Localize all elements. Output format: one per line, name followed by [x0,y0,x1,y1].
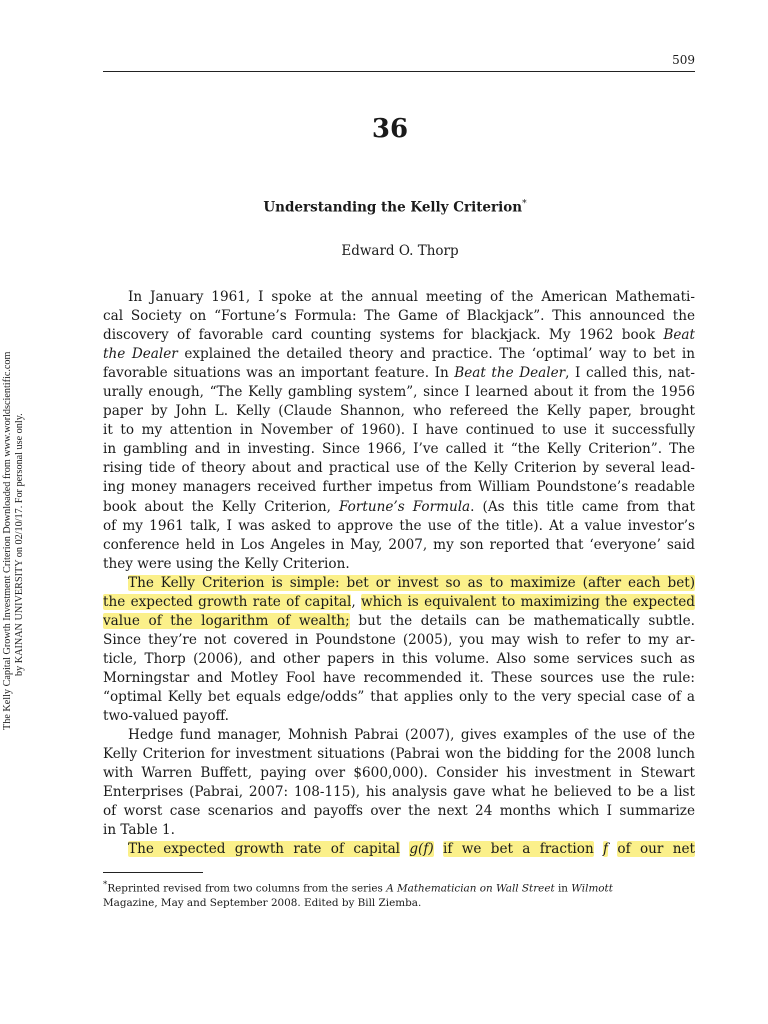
footnote [103,878,695,910]
chapter-title-text: Understanding the Kelly Criterion [263,199,523,216]
text-run: favorable situations was an important feature. In [103,365,449,382]
math-expression: g(f) [409,841,434,858]
text-line: paper by John L. Kelly (Claude Shannon, who refereed the Kelly paper, brought [103,403,695,420]
text-line: Hedge fund manager, Mohnish Pabrai (2007), gives examples of the use of the [128,727,695,744]
footnote-line-1 [103,878,695,896]
text-line: Morningstar and Motley Fool have recommended it. These sources use the rule: [103,669,695,686]
book-title: Beat the Dealer [454,365,566,382]
math-g-of-f [409,841,433,857]
page-number: 509 [672,53,695,67]
text-run: explained the detailed theory and practice. The ‘optimal’ way to bet in [184,346,695,363]
text-line: it to my attention in November of 1960). I have continued to use it successfully [103,422,695,439]
highlight: of our net [617,841,695,858]
text-line: rising tide of theory about and practical use of the Kelly Criterion by several lead- [103,460,695,477]
margin-stamp-line-2: by KAINAN UNIVERSITY on 02/10/17. For personal use only. [14,413,25,676]
text-line [103,574,695,593]
text-line: ing money managers received further impetus from William Poundstone’s readable [103,479,695,496]
text-line: with Warren Buffett, paying over $600,000). Consider his investment in Stewart [103,765,695,782]
text-run: in [557,882,568,895]
highlight: The Kelly Criterion is simple: bet or invest so as to maximize (after each bet) [128,574,695,591]
highlight: which is equivalent to maximizing the expected [361,593,695,610]
text-line: in gambling and in investing. Since 1966, I’ve called it “the Kelly Criterion”. The [103,441,695,458]
text-line: ticle, Thorp (2006), and other papers in this volume. Also some services such as [103,650,695,667]
text-run: Reprinted revised from two columns from the series [107,882,383,895]
footnote-marker: * [522,199,527,209]
series-title: A Mathematician on Wall Street [386,882,555,895]
author: Edward O. Thorp [341,243,459,259]
margin-stamp [0,0,25,1024]
text-line [103,364,695,383]
paragraph-3 [103,726,695,840]
book-title: the Dealer [103,346,178,363]
text-line: conference held in Los Angeles in May, 2007, my son reported that ‘everyone’ said [103,536,695,553]
paragraph-1 [103,288,695,574]
text-line [103,498,695,517]
text-line: in Table 1. [103,822,175,839]
text-line: of my 1961 talk, I was asked to approve the use of the title). At a value investor’s [103,517,695,534]
text-line: Since they’re not covered in Poundstone (2005), you may wish to refer to my ar- [103,631,695,648]
math-expression: f [603,841,609,858]
header-rule [103,71,695,72]
chapter-number: 36 [371,114,409,144]
book-title: Beat [663,327,695,344]
text-run: , I called this, nat- [565,365,695,382]
text-line: Kelly Criterion for investment situations (Pabrai won the bidding for the 2008 lunch [103,746,695,763]
footnote-marker: * [103,880,108,890]
text-run: book about the Kelly Criterion, [103,498,331,515]
text-run: , [351,593,356,610]
highlight: the expected growth rate of capital [103,593,352,610]
highlight: value of the logarithm of wealth; [103,612,350,629]
text-line [103,326,695,345]
footnote-line-2: Magazine, May and September 2008. Edited by Bill Ziemba. [103,896,422,909]
text-line: two-valued payoff. [103,708,229,725]
highlight: The expected growth rate of capital [128,841,401,858]
paragraph-4 [103,840,695,859]
highlight: if we bet a fraction [443,841,594,858]
text-line: Enterprises (Pabrai, 2007: 108-115), his analysis gave what he believed to be a list [103,784,695,801]
paragraph-2 [103,574,695,726]
text-line [103,612,695,631]
text-run: . (As this title came from that [470,498,695,515]
book-title: Fortune’s Formula [338,498,471,515]
text-line [103,345,695,364]
text-line: of worst case scenarios and payoffs over the next 24 months which I summarize [103,803,695,820]
text-line [103,593,695,612]
footnote-rule [103,872,203,873]
text-line: In January 1961, I spoke at the annual meeting of the American Mathemati- [128,289,695,305]
text-line: they were using the Kelly Criterion. [103,555,350,572]
text-run: discovery of favorable card counting systems for blackjack. My 1962 book [103,327,656,344]
text-run: but the details can be mathematically subtle. [358,612,696,629]
margin-stamp-line-1: The Kelly Capital Growth Investment Criterion Downloaded from www.worldscientific.com [2,351,13,730]
magazine-title: Wilmott [571,882,613,895]
text-line: urally enough, “The Kelly gambling system”, since I learned about it from the 1956 [103,384,695,401]
math-f [603,841,608,857]
text-line: cal Society on “Fortune’s Formula: The Game of Blackjack”. This announced the [103,308,695,325]
chapter-title [0,199,768,216]
text-line: “optimal Kelly bet equals edge/odds” that applies only to the very special case of a [103,688,695,705]
body-text [103,288,695,859]
text-line [103,840,695,859]
